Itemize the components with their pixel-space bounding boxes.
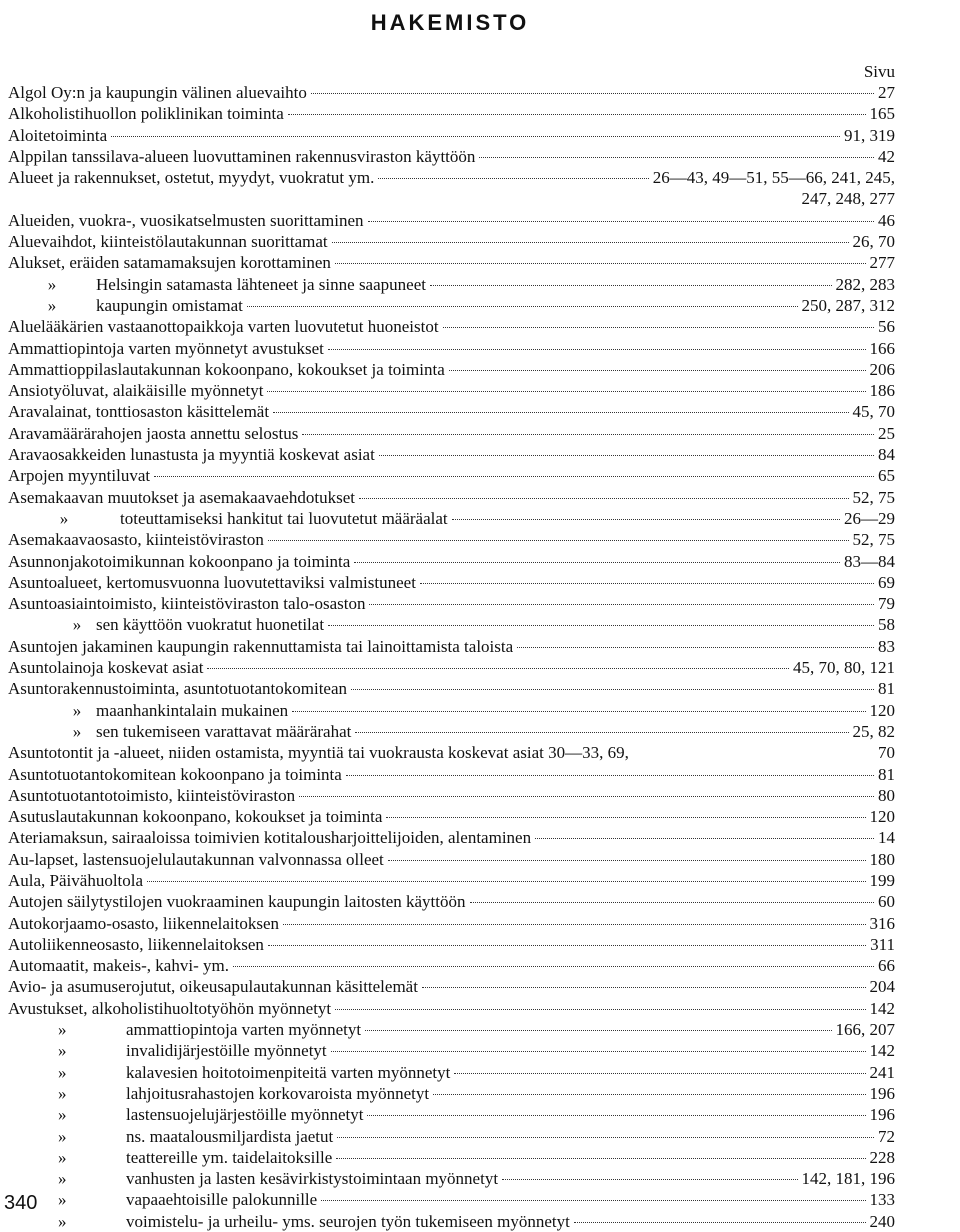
index-list (8, 82, 895, 1232)
entry-label: Ammattioppilaslautakunnan kokoonpano, kokoukset ja toiminta (8, 359, 445, 379)
ditto-mark: » (58, 1211, 67, 1231)
dot-leader (359, 498, 849, 499)
dot-leader (154, 476, 874, 477)
dot-leader (268, 540, 849, 541)
ditto-mark: » (58, 1147, 67, 1167)
ditto-mark: » (59, 508, 69, 528)
entry-label: sen käyttöön vuokratut huonetilat (96, 615, 325, 635)
entry-pages: 142 (869, 998, 895, 1018)
entry-pages: 228 (869, 1147, 895, 1167)
dot-leader (354, 562, 840, 563)
dot-leader (430, 285, 832, 286)
index-entry (8, 1019, 895, 1040)
entry-label: Asuntojen jakaminen kaupungin rakennuttamista tai lainoittamista taloista (8, 636, 514, 656)
dot-leader (288, 114, 866, 115)
dot-leader (379, 455, 874, 456)
index-entry (8, 1168, 895, 1189)
dot-leader (328, 625, 874, 626)
index-entry (8, 444, 895, 465)
index-entry (8, 1040, 895, 1061)
entry-pages: 69 (878, 572, 895, 592)
ditto-mark: » (72, 615, 82, 635)
entry-pages: 277 (869, 253, 895, 273)
index-entry (8, 593, 895, 614)
entry-pages: 84 (878, 445, 895, 465)
dot-leader (332, 242, 849, 243)
index-entry (8, 487, 895, 508)
entry-label: Asuntoalueet, kertomusvuonna luovutettaviksi valmistuneet (8, 572, 416, 592)
dot-leader (346, 775, 874, 776)
index-entry (8, 401, 895, 422)
entry-pages: 81 (878, 679, 895, 699)
dot-leader (283, 924, 866, 925)
dot-leader (321, 1200, 865, 1201)
entry-pages: 186 (869, 381, 895, 401)
dot-leader (147, 881, 865, 882)
dot-leader (268, 945, 866, 946)
entry-pages: 120 (869, 700, 895, 720)
entry-pages: 166, 207 (835, 1020, 895, 1040)
entry-label: Automaatit, makeis-, kahvi- ym. (8, 956, 229, 976)
entry-pages: 25 (878, 423, 895, 443)
entry-pages: 70 (878, 743, 895, 763)
dot-leader (335, 1009, 865, 1010)
index-entry (8, 785, 895, 806)
entry-pages: 25, 82 (852, 721, 895, 741)
dot-leader (470, 902, 874, 903)
index-entry (8, 1211, 895, 1232)
entry-pages: 241 (869, 1062, 895, 1082)
index-entry (8, 1083, 895, 1104)
ditto-mark: » (58, 1062, 67, 1082)
dot-leader (388, 860, 866, 861)
index-entry (8, 742, 895, 763)
dot-leader (335, 263, 866, 264)
entry-label: Autojen säilytystilojen vuokraaminen kaupungin laitosten käyttöön (8, 892, 466, 912)
dot-leader (378, 178, 648, 179)
entry-label: Asemakaavaosasto, kiinteistöviraston (8, 530, 264, 550)
ditto-mark: » (58, 1083, 67, 1103)
entry-pages: 83 (878, 636, 895, 656)
entry-label: maanhankintalain mukainen (96, 700, 289, 720)
index-entry (8, 465, 895, 486)
entry-label: Asutuslautakunnan kokoonpano, kokoukset ja toiminta (8, 807, 383, 827)
entry-label: Aravalainat, tonttiosaston käsittelemät (8, 402, 270, 422)
ditto-mark: » (58, 1190, 67, 1210)
dot-leader (273, 412, 848, 413)
entry-pages: 26—43, 49—51, 55—66, 241, 245, (652, 168, 895, 188)
entry-pages: 311 (870, 934, 895, 954)
index-entry (8, 380, 895, 401)
entry-pages: 206 (869, 359, 895, 379)
dot-leader (299, 796, 874, 797)
index-entry (8, 210, 895, 231)
entry-label: Asunnonjakotoimikunnan kokoonpano ja toiminta (8, 551, 351, 571)
entry-label: ammattiopintoja varten myönnetyt (126, 1020, 362, 1040)
entry-pages: 52, 75 (852, 487, 895, 507)
dot-leader (452, 519, 840, 520)
entry-pages: 52, 75 (852, 530, 895, 550)
entry-pages: 165 (869, 104, 895, 124)
index-entry (8, 934, 895, 955)
page-title: HAKEMISTO (370, 10, 530, 35)
ditto-mark: » (58, 1169, 67, 1189)
index-entry (8, 678, 895, 699)
entry-pages: 120 (869, 807, 895, 827)
entry-pages: 81 (878, 764, 895, 784)
entry-pages: 83—84 (844, 551, 895, 571)
page-column-header: Sivu (863, 62, 895, 81)
entry-pages: 26, 70 (852, 232, 895, 252)
entry-label: Asemakaavan muutokset ja asemakaavaehdotukset (8, 487, 355, 507)
entry-pages: 166 (869, 338, 895, 358)
entry-pages: 72 (878, 1126, 895, 1146)
dot-leader (311, 93, 874, 94)
ditto-mark: » (58, 1041, 67, 1061)
entry-label: toteuttamiseksi hankitut tai luovutetut määräalat (120, 508, 448, 528)
entry-pages: 91, 319 (844, 125, 895, 145)
dot-leader (365, 1030, 831, 1031)
entry-label: teattereille ym. taidelaitoksille (126, 1147, 333, 1167)
index-entry (8, 529, 895, 550)
index-entry (8, 764, 895, 785)
entry-pages: 142 (869, 1041, 895, 1061)
entry-pages: 58 (878, 615, 895, 635)
entry-label: Avio- ja asumuserojutut, oikeusapulautakunnan käsittelemät (8, 977, 418, 997)
index-entry (8, 1147, 895, 1168)
entry-pages: 142, 181, 196 (801, 1169, 895, 1189)
index-entry (8, 827, 895, 848)
dot-leader (302, 434, 874, 435)
entry-label: lahjoitusrahastojen korkovaroista myönnetyt (126, 1083, 430, 1103)
entry-pages: 66 (878, 956, 895, 976)
entry-label: Arpojen myyntiluvat (8, 466, 151, 486)
index-entry (8, 1062, 895, 1083)
entry-pages: 65 (878, 466, 895, 486)
entry-label: Alppilan tanssilava-alueen luovuttaminen rakennusviraston käyttöön (8, 146, 476, 166)
ditto-mark: » (72, 700, 82, 720)
entry-label: sen tukemiseen varattavat määrärahat (96, 721, 352, 741)
entry-label: Ateriamaksun, sairaaloissa toimivien kotitalousharjoittelijoiden, alentaminen (8, 828, 532, 848)
entry-pages: 56 (878, 317, 895, 337)
entry-pages: 14 (878, 828, 895, 848)
ditto-mark: » (58, 1105, 67, 1125)
entry-label: Alueet ja rakennukset, ostetut, myydyt, vuokratut ym. (8, 168, 375, 188)
index-entry (8, 295, 895, 316)
entry-label: Autoliikenneosasto, liikennelaitoksen (8, 934, 264, 954)
entry-label: Alkoholistihuollon poliklinikan toiminta (8, 104, 284, 124)
index-entry (8, 167, 895, 188)
entry-label: Asuntolainoja koskevat asiat (8, 658, 204, 678)
index-entry (8, 274, 895, 295)
dot-leader (367, 1115, 865, 1116)
entry-pages: 60 (878, 892, 895, 912)
dot-leader (247, 306, 798, 307)
index-entry (8, 636, 895, 657)
entry-pages: 196 (869, 1083, 895, 1103)
entry-label: Algol Oy:n ja kaupungin välinen aluevaihto (8, 83, 307, 102)
entry-label: voimistelu- ja urheilu- yms. seurojen työn tukemiseen myönnetyt (126, 1211, 570, 1231)
index-entry (8, 1104, 895, 1125)
entry-pages: 80 (878, 785, 895, 805)
dot-leader (292, 711, 865, 712)
ditto-mark: » (72, 721, 82, 741)
index-entry (8, 806, 895, 827)
entry-label: Aloitetoiminta (8, 125, 108, 145)
index-entry (8, 1189, 895, 1210)
entry-pages: 247, 248, 277 (801, 189, 895, 209)
entry-pages: 27 (878, 83, 895, 102)
ditto-mark: » (47, 274, 57, 294)
index-entry (8, 614, 895, 635)
entry-label: Asuntorakennustoiminta, asuntotuotantokomitean (8, 679, 348, 699)
dot-leader (502, 1179, 797, 1180)
dot-leader (454, 1073, 865, 1074)
index-entry (8, 572, 895, 593)
entry-label: Alukset, eräiden satamamaksujen korottaminen (8, 253, 331, 273)
ditto-mark: » (58, 1126, 67, 1146)
dot-leader (535, 838, 874, 839)
dot-leader (433, 1094, 865, 1095)
index-entry (8, 359, 895, 380)
entry-pages: 199 (869, 870, 895, 890)
entry-label: Aravamäärärahojen jaosta annettu selostus (8, 423, 299, 443)
dot-leader (386, 817, 865, 818)
entry-pages: 42 (878, 146, 895, 166)
entry-label: Helsingin satamasta lähteneet ja sinne saapuneet (96, 274, 426, 294)
index-entry (8, 657, 895, 678)
index-entry (8, 998, 895, 1019)
index-entry (8, 955, 895, 976)
index-entry (8, 700, 895, 721)
ditto-mark: » (58, 1020, 67, 1040)
index-entry (8, 423, 895, 444)
index-entry (8, 976, 895, 997)
entry-pages: 26—29 (844, 508, 895, 528)
entry-pages: 45, 70, 80, 121 (793, 658, 895, 678)
entry-label: Aula, Päivähuoltola (8, 870, 144, 890)
dot-leader (479, 157, 874, 158)
dot-leader (449, 370, 866, 371)
entry-label: kalavesien hoitotoimenpiteitä varten myönnetyt (126, 1062, 451, 1082)
dot-leader (368, 221, 874, 222)
entry-pages: 45, 70 (852, 402, 895, 422)
entry-pages: 282, 283 (835, 274, 895, 294)
dot-leader (207, 668, 789, 669)
index-entry (8, 103, 895, 124)
entry-label: Ammattiopintoja varten myönnetyt avustukset (8, 338, 324, 358)
entry-label: Asuntotuotantokomitean kokoonpano ja toiminta (8, 764, 342, 784)
index-entry (8, 891, 895, 912)
index-entry (8, 338, 895, 359)
index-entry (8, 870, 895, 891)
dot-leader (233, 966, 874, 967)
entry-pages: 133 (869, 1190, 895, 1210)
dot-leader (420, 583, 874, 584)
entry-label: ns. maatalousmiljardista jaetut (126, 1126, 334, 1146)
dot-leader (267, 391, 865, 392)
index-entry (8, 188, 895, 209)
entry-pages: 240 (869, 1211, 895, 1231)
entry-pages: 180 (869, 849, 895, 869)
dot-leader (331, 1051, 866, 1052)
dot-leader (355, 732, 848, 733)
index-entry (8, 146, 895, 167)
index-entry (8, 231, 895, 252)
dot-leader (443, 327, 874, 328)
entry-pages: 316 (869, 913, 895, 933)
entry-pages: 250, 287, 312 (801, 295, 895, 315)
entry-label: Asuntotontit ja -alueet, niiden ostamista, myyntiä tai vuokrausta koskevat asiat 30—33, 69, (8, 743, 629, 763)
index-entry (8, 721, 895, 742)
dot-leader (369, 604, 874, 605)
dot-leader (351, 689, 874, 690)
entry-label: vapaaehtoisille palokunnille (126, 1190, 318, 1210)
dot-leader (328, 349, 866, 350)
entry-label: Asuntotuotantotoimisto, kiinteistöviraston (8, 785, 296, 805)
entry-pages: 196 (869, 1105, 895, 1125)
entry-label: Asuntoasiaintoimisto, kiinteistöviraston talo-osaston (8, 594, 366, 614)
dot-leader (422, 987, 866, 988)
index-entry (8, 849, 895, 870)
dot-leader (336, 1158, 865, 1159)
entry-label: Aravaosakkeiden lunastusta ja myyntiä koskevat asiat (8, 445, 375, 465)
entry-pages: 46 (878, 210, 895, 230)
entry-label: lastensuojelujärjestöille myönnetyt (126, 1105, 364, 1125)
index-entry (8, 551, 895, 572)
entry-label: Aluevaihdot, kiinteistölautakunnan suorittamat (8, 232, 328, 252)
index-entry (8, 508, 895, 529)
entry-label: Autokorjaamo-osasto, liikennelaitoksen (8, 913, 279, 933)
entry-label: Aluelääkärien vastaanottopaikkoja varten luovutetut huoneistot (8, 317, 439, 337)
index-entry (8, 252, 895, 273)
dot-leader (574, 1222, 866, 1223)
dot-leader (111, 136, 840, 137)
entry-label: invalidijärjestöille myönnetyt (126, 1041, 327, 1061)
dot-leader (337, 1137, 874, 1138)
entry-label: vanhusten ja lasten kesävirkistystoimintaan myönnetyt (126, 1169, 499, 1189)
entry-label: Avustukset, alkoholistihuoltotyöhön myönnetyt (8, 998, 332, 1018)
index-entry (8, 125, 895, 146)
entry-label: Alueiden, vuokra-, vuosikatselmusten suorittaminen (8, 210, 364, 230)
page-number: 340 (4, 1192, 38, 1214)
index-entry (8, 316, 895, 337)
entry-label: Ansiotyöluvat, alaikäisille myönnetyt (8, 381, 264, 401)
entry-label: Au-lapset, lastensuojelulautakunnan valvonnassa olleet (8, 849, 384, 869)
index-entry (8, 1126, 895, 1147)
dot-leader (517, 647, 874, 648)
index-entry (8, 913, 895, 934)
entry-label: kaupungin omistamat (96, 295, 243, 315)
index-entry (8, 82, 895, 103)
entry-pages: 79 (878, 594, 895, 614)
entry-pages: 204 (869, 977, 895, 997)
ditto-mark: » (47, 295, 57, 315)
